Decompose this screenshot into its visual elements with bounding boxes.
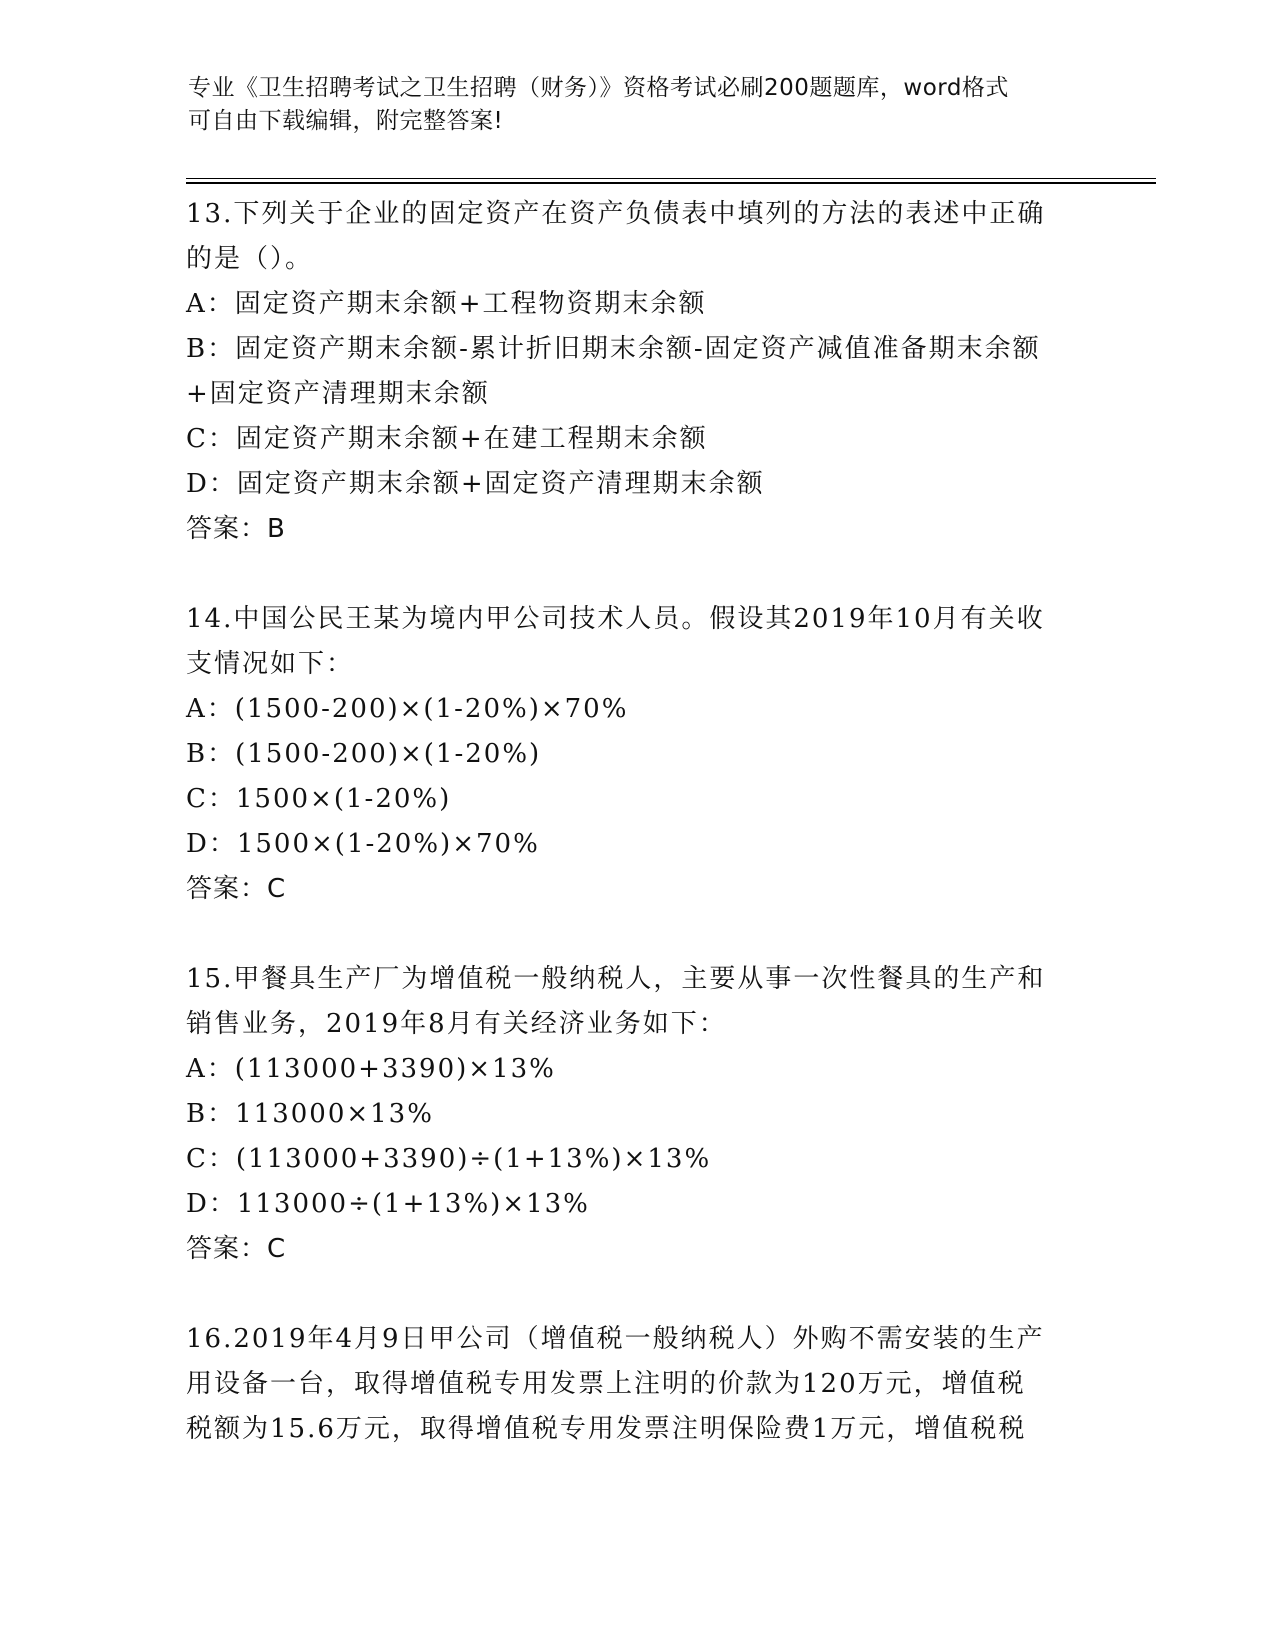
header-divider-thin (186, 178, 1156, 179)
header-line-2: 可自由下载编辑，附完整答案! (188, 108, 504, 134)
question-text-line: 销售业务，2019年8月有关经济业务如下： (186, 1009, 727, 1039)
question-text-line: 税额为15.6万元，取得增值税专用发票注明保险费1万元，增值税税 (186, 1414, 1027, 1444)
option-d: D：1500×(1-20%)×70% (186, 829, 540, 859)
document-header (188, 72, 1088, 138)
option-c: C：1500×(1-20%) (186, 784, 452, 814)
question-text-line: 15.甲餐具生产厂为增值税一般纳税人，主要从事一次性餐具的生产和 (186, 964, 1046, 994)
question-text-line: 用设备一台，取得增值税专用发票上注明的价款为120万元，增值税 (186, 1369, 1026, 1399)
option-d: D：113000÷(1+13%)×13% (186, 1189, 590, 1219)
option-b-continued: +固定资产清理期末余额 (186, 379, 490, 409)
question-spacer (186, 912, 1086, 957)
option-a: A：(113000+3390)×13% (186, 1054, 556, 1084)
question-15 (186, 957, 1086, 1272)
option-d: D：固定资产期末余额+固定资产清理期末余额 (186, 469, 765, 499)
question-13 (186, 192, 1086, 552)
question-spacer (186, 1272, 1086, 1317)
option-b: B：(1500-200)×(1-20%) (186, 739, 542, 769)
question-list (186, 192, 1086, 1452)
option-b: B：113000×13% (186, 1099, 434, 1129)
question-spacer (186, 552, 1086, 597)
option-a: A：(1500-200)×(1-20%)×70% (186, 694, 629, 724)
option-c: C：(113000+3390)÷(1+13%)×13% (186, 1144, 712, 1174)
question-text-line: 支情况如下： (186, 649, 355, 679)
answer-label: 答案：B (186, 514, 286, 544)
question-text-line: 13.下列关于企业的固定资产在资产负债表中填列的方法的表述中正确 (186, 199, 1046, 229)
option-a: A：固定资产期末余额+工程物资期末余额 (186, 289, 707, 319)
option-b: B：固定资产期末余额-累计折旧期末余额-固定资产减值准备期末余额 (186, 334, 1041, 364)
answer-label: 答案：C (186, 1234, 287, 1264)
question-16 (186, 1317, 1086, 1452)
header-line-1: 专业《卫生招聘考试之卫生招聘（财务）》资格考试必刷200题题库，word格式 (188, 75, 1009, 101)
header-divider-thick (186, 182, 1156, 184)
question-text-line: 14.中国公民王某为境内甲公司技术人员。假设其2019年10月有关收 (186, 604, 1045, 634)
question-text-line: 的是（）。 (186, 244, 314, 274)
answer-label: 答案：C (186, 874, 287, 904)
question-text-line: 16.2019年4月9日甲公司（增值税一般纳税人）外购不需安装的生产 (186, 1324, 1045, 1354)
question-14 (186, 597, 1086, 912)
option-c: C：固定资产期末余额+在建工程期末余额 (186, 424, 708, 454)
